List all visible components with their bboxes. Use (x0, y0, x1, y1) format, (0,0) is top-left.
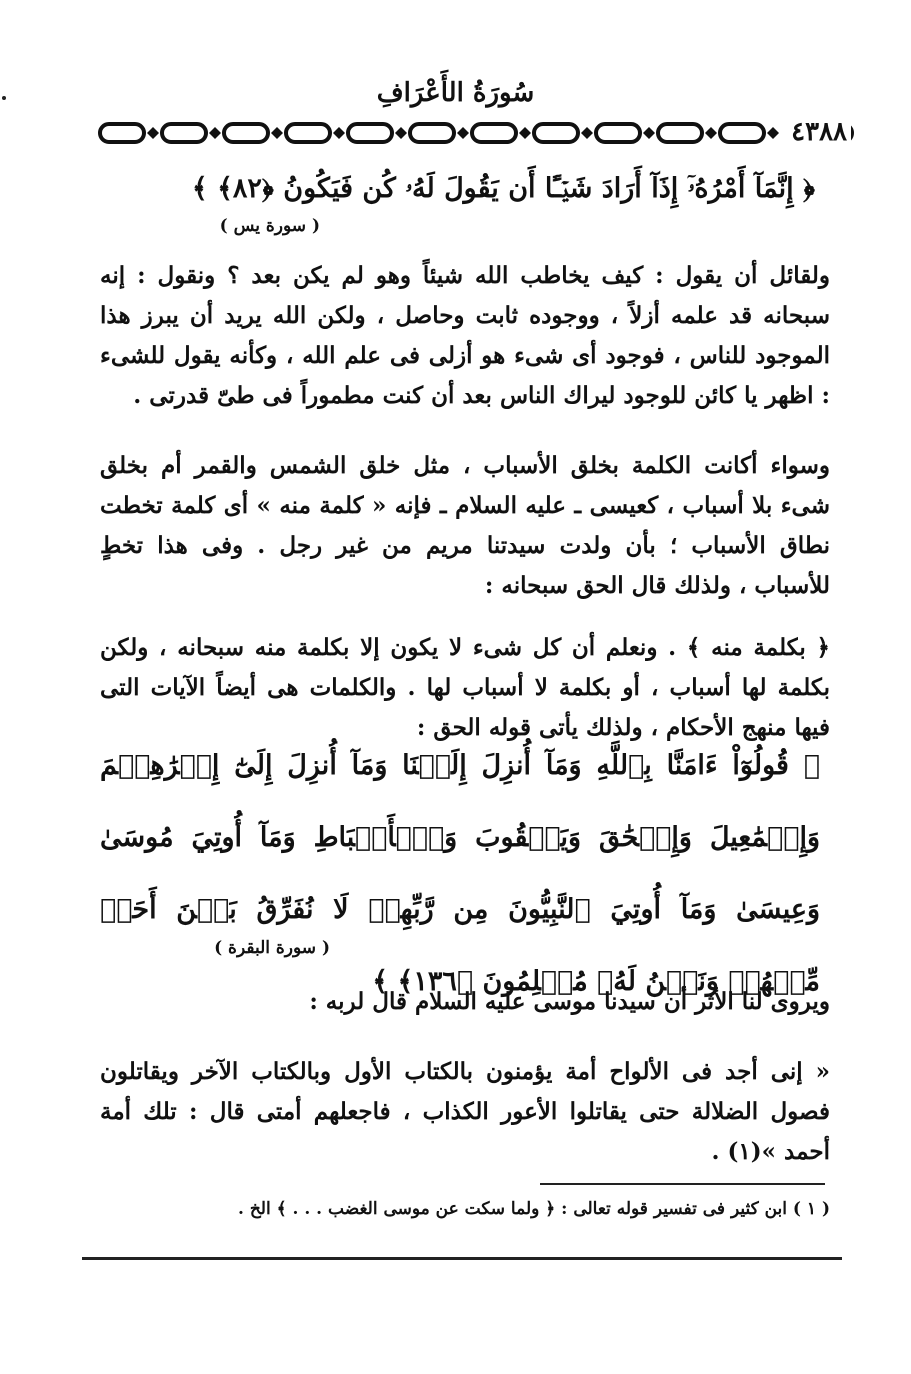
paragraph-5: « إنى أجد فى الألواح أمة يؤمنون بالكتاب الأول وبالكتاب الآخر ويقاتلون فصول الضلالة حتى يقاتلوا الأعور الكذاب ، فاجعلهم أمتى قال : تلك أمة أحمد »(١) . (100, 1058, 830, 1165)
verse-reference-yasin: ( سورة يس ) (219, 216, 320, 236)
footnote: ( ١ ) ابن كثير فى تفسير قوله تعالى : ﴿ ولما سكت عن موسى الغضب . . . ﴾ الخ . (237, 1199, 830, 1219)
verse-reference-baqarah: ( سورة البقرة ) (214, 938, 330, 958)
paragraph-1: ولقائل أن يقول : كيف يخاطب الله شيئاً وهو لم يكن بعد ؟ ونقول : إنه سبحانه قد علمه أزلاً ، ووجوده ثابت وحاصل ، ولكن الله يريد أن يبرز هذا الموجود للناس ، فوجود أى شىء هو أزلى فى علم الله ، وكأنه يقول للشىء : اظهر يا كائن للوجود ليراك الناس بعد أن كنت مطموراً فى طىّ قدرتى . (100, 262, 830, 409)
bottom-border-line (82, 1257, 842, 1260)
paragraph-2: وسواء أكانت الكلمة بخلق الأسباب ، مثل خلق الشمس والقمر أم بخلق شىء بلا أسباب ، كعيسى ـ عليه السلام ـ فإنه « كلمة منه » أى كلمة تخطت نطاق الأسباب ؛ بأن ولدت سيدتنا مريم من غير رجل . وفى هذا تخطٍ للأسباب ، ولذلك قال الحق سبحانه : (100, 452, 830, 599)
quran-verse-baqarah: ﴿ قُولُوٓاْ ءَامَنَّا بِٱللَّهِ وَمَآ أُنزِلَ إِلَيۡنَا وَمَآ أُنزِلَ إِلَىٰٓ إِبۡرَٰهِـۧمَ وَإِسۡمَٰعِيلَ وَإِسۡحَٰقَ وَيَعۡقُوبَ وَٱلۡأَسۡبَاطِ وَمَآ أُوتِيَ مُوسَىٰ وَعِيسَىٰ وَمَآ أُوتِيَ ٱلنَّبِيُّونَ مِن رَّبِّهِمۡ لَا نُفَرِّقُ بَيۡنَ أَحَدٖ مِّنۡهُمۡ وَنَحۡنُ لَهُۥ مُسۡلِمُونَ ﴿١٣٦﴾ ﴾ (100, 750, 820, 997)
ornamental-header-border (96, 118, 856, 148)
page-number: ٤٣٨٨ (787, 117, 851, 147)
paragraph-3: ﴿ بكلمة منه ﴾ . ونعلم أن كل شىء لا يكون إلا بكلمة منه سبحانه ، ولكن بكلمة لها أسباب ، أو بكلمة لا أسباب لها . والكلمات هى أيضاً الآيات التى فيها منهج الأحكام ، ولذلك يأتى قوله الحق : (100, 634, 830, 741)
paragraph-4: ويروى لنا الأثر أن سيدنا موسى عليه السلام قال لربه : (309, 988, 830, 1015)
footnote-separator (540, 1183, 825, 1185)
quran-verse-yasin: ﴿ إِنَّمَآ أَمْرُهُۥٓ إِذَآ أَرَادَ شَيۡـًٔا أَن يَقُولَ لَهُۥ كُن فَيَكُونُ ﴿٨٢﴾ ﴾ (191, 173, 815, 204)
surah-title: سُورَةُ الأَعْرَافِ (376, 78, 535, 108)
